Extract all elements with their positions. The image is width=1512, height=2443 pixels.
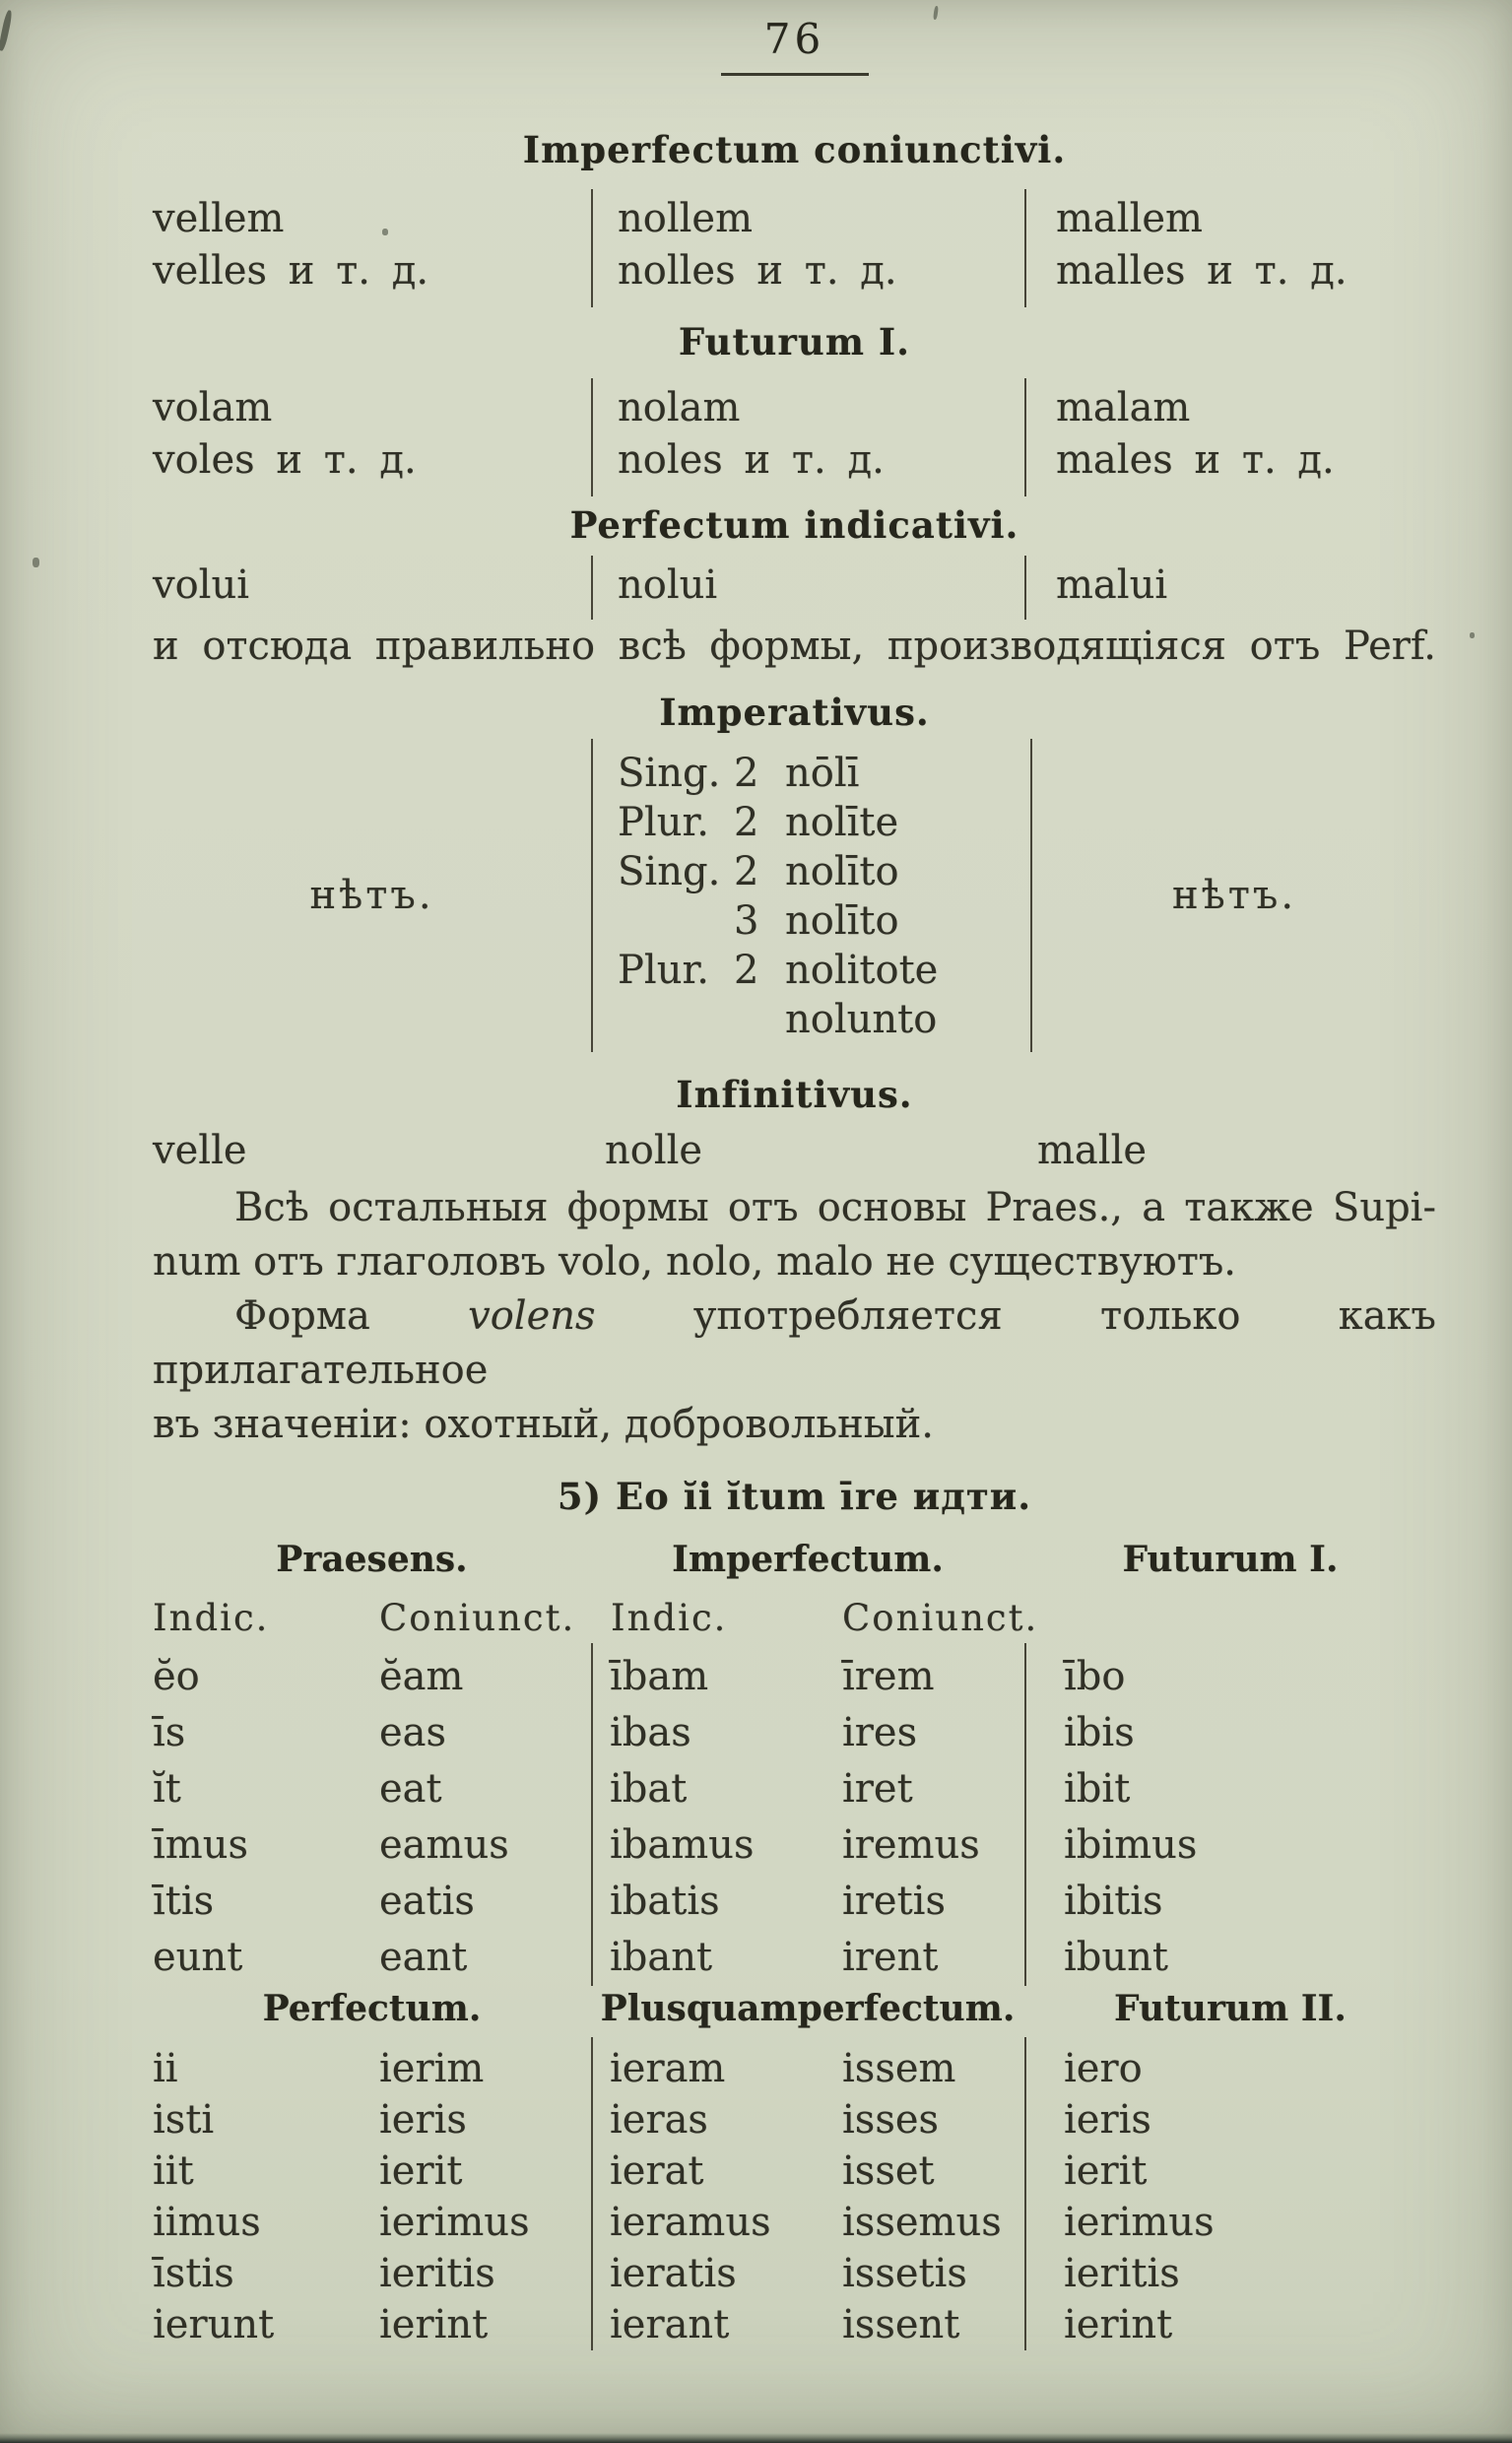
person-number: 3 [734,898,759,944]
imperativus-line [618,847,1030,896]
verb-form: ieris [379,2097,467,2143]
verb-form: volui [153,562,250,608]
verb-form: ires [842,1710,918,1755]
verb-form: ierint [1064,2302,1173,2347]
table-column-volo [153,556,591,620]
mood-header: Indic. [153,1597,270,1639]
column-perfectum-coniunct [379,2037,591,2350]
page-number-rule [721,73,869,76]
verb-form: voles и т. д. [153,437,417,483]
verb-form: iero [1064,2046,1143,2091]
verb-form: ibatis [610,1879,720,1924]
verb-form: malles и т. д. [1056,248,1348,294]
verb-form: eat [379,1766,442,1812]
verb-form: ibis [1064,1710,1135,1755]
heading-perfectum-indicativi: Perfectum indicativi. [569,503,1019,547]
verb-form: ieris [1064,2097,1151,2143]
verb-form: mallem [1056,196,1203,241]
verb-form: īs [153,1710,186,1755]
verb-form: īmus [153,1822,249,1868]
column-group-header: Plusquamperfectum. [600,1988,1016,2029]
verb-form: ībo [1064,1654,1126,1699]
verb-form: nolitote [785,948,939,993]
column-group-header: Futurum I. [1122,1539,1339,1580]
verb-form: isti [153,2097,215,2143]
verb-form: eunt [153,1935,243,1980]
verb-form: iit [153,2148,194,2194]
verb-form: īrem [842,1654,935,1699]
imperativus-none-left: нѣтъ. [309,873,434,918]
verb-form: ĭt [153,1766,181,1812]
verb-form: irent [842,1935,939,1980]
verb-form: ītis [153,1879,215,1924]
mood-header: Coniunct. [379,1597,576,1639]
number-label [618,995,734,1044]
table-column-volo [153,378,591,496]
table-column-malo [1024,556,1436,620]
latin-word-italic: volens [468,1293,596,1339]
mood-header: Indic. [611,1597,728,1639]
verb-form: ieram [610,2046,726,2091]
heading-futurum-1: Futurum I. [678,320,911,363]
paragraph-volens-line2: въ значеніи: охотный, добровольный. [153,1402,935,1447]
page-content [153,0,1436,2350]
imperativus-forms [591,739,1032,1052]
verb-form: ierimus [379,2200,530,2245]
column-perfectum-indic [153,2037,379,2350]
table-imperfectum-coniunctivi [153,189,1436,307]
verb-form: velle [153,1128,247,1173]
column-plusquamperfectum-indic [591,2037,842,2350]
person-number: 2 [734,751,759,796]
verb-form: ibimus [1064,1822,1198,1868]
table-column-volo [153,189,591,307]
verb-form: ierit [379,2148,463,2194]
column-plusquamperfectum-coniunct [842,2037,1024,2350]
verb-form: iretis [842,1879,946,1924]
verb-form: eamus [379,1822,509,1868]
eo-table1-sub-headers [153,1596,1436,1641]
verb-form: ībam [610,1654,709,1699]
verb-form: ibamus [610,1822,755,1868]
number-label: Sing. [618,751,721,796]
verb-form: ii [153,2046,178,2091]
table-column-malo [1024,378,1436,496]
imperativus-none-right: нѣтъ. [1171,873,1297,918]
verb-form: ibunt [1064,1935,1168,1980]
imperativus-table [153,739,1436,1052]
verb-form: ibit [1064,1766,1131,1812]
column-group-header: Praesens. [276,1539,468,1580]
person-number [734,995,785,1044]
eo-table2-group-headers [153,1986,1436,2031]
verb-form: ibant [610,1935,713,1980]
imperativus-line [618,946,1030,995]
eo-table-perfect-system [153,2037,1436,2350]
infinitivus-row [153,1125,1436,1177]
heading-imperfectum-coniunctivi: Imperfectum coniunctivi. [522,128,1067,171]
verb-form: eas [379,1710,447,1755]
verb-form: ĕo [153,1654,200,1699]
note-perfect-forms: и отсюда правильно всѣ формы, производящіяся отъ Perf. [153,624,1436,669]
verb-form: nolīto [785,898,899,944]
verb-form: ierimus [1064,2200,1215,2245]
paper-speck [1470,632,1475,638]
paragraph-other-forms-line2: num отъ глаголовъ volo, nolo, malo не существуютъ. [153,1239,1237,1285]
table-column-nolo [591,378,1024,496]
verb-form: eant [379,1935,468,1980]
paragraph-word: Форма [234,1293,370,1339]
verb-form: nolunto [785,997,938,1042]
page-bottom-edge [0,2433,1512,2443]
verb-form: malle [1037,1128,1148,1173]
verb-form: nollem [618,196,754,241]
column-praesens-coniunct [379,1643,591,1986]
person-number: 2 [734,948,759,993]
number-label: Plur. [618,948,709,993]
verb-form: males и т. д. [1056,437,1335,483]
verb-form: noles и т. д. [618,437,885,483]
verb-form: nolui [618,562,718,608]
verb-form: nolīto [785,849,899,894]
verb-form: issent [842,2302,960,2347]
page-number: 76 [763,15,825,63]
verb-form: ierint [379,2302,489,2347]
column-futurum-1 [1024,1643,1436,1986]
imperativus-line [618,896,1030,946]
table-perfectum-indicativi [153,556,1436,620]
verb-form: ierant [610,2302,730,2347]
verb-form: ibitis [1064,1879,1163,1924]
verb-form: ierim [379,2046,485,2091]
mood-header: Coniunct. [842,1597,1039,1639]
number-label: Sing. [618,849,721,894]
column-imperfectum-coniunct [842,1643,1024,1986]
table-column-nolo [591,556,1024,620]
verb-form: iret [842,1766,913,1812]
verb-form: volam [153,385,273,430]
verb-form: vellem [153,196,285,241]
heading-eo-verb: 5) Eo ĭi ĭtum īre идти. [557,1475,1032,1518]
verb-form: isses [842,2097,940,2143]
paragraph-volens-line1 [153,1289,1436,1398]
table-column-nolo [591,189,1024,307]
paragraph-word: употребляется только какъ прилагательное [153,1293,1436,1393]
verb-form: ieritis [379,2251,495,2296]
column-group-header: Perfectum. [262,1988,482,2029]
verb-form: issem [842,2046,956,2091]
verb-form: velles и т. д. [153,248,429,294]
verb-form: issetis [842,2251,967,2296]
verb-form: ieramus [610,2200,771,2245]
eo-table1-group-headers [153,1537,1436,1582]
verb-form: ieritis [1064,2251,1180,2296]
verb-form: issemus [842,2200,1002,2245]
verb-form: eatis [379,1879,475,1924]
column-futurum-2 [1024,2037,1436,2350]
paragraph-other-forms-line1: Всѣ остальныя формы отъ основы Praes., а также Supi- [234,1185,1436,1230]
verb-form: nolle [605,1128,703,1173]
verb-form: ierit [1064,2148,1148,2194]
verb-form: nolīte [785,800,899,845]
table-futurum-1 [153,378,1436,496]
verb-form: ibas [610,1710,691,1755]
imperativus-line [618,749,1030,798]
verb-form: ieras [610,2097,708,2143]
verb-form: nolles и т. д. [618,248,897,294]
column-group-header: Futurum II. [1114,1988,1347,2029]
verb-form: nōlī [785,751,860,796]
verb-form: iimus [153,2200,261,2245]
eo-table-present-system [153,1643,1436,1986]
person-number: 2 [734,800,759,845]
verb-form: īstis [153,2251,234,2296]
person-number: 2 [734,849,759,894]
verb-form: ibat [610,1766,688,1812]
column-group-header: Imperfectum. [672,1539,944,1580]
verb-form: nolam [618,385,741,430]
number-label: Plur. [618,800,709,845]
verb-form: ieratis [610,2251,737,2296]
verb-form: ierat [610,2148,704,2194]
heading-imperativus: Imperativus. [659,691,930,734]
paper-speck [33,558,39,567]
imperativus-line [618,995,1030,1044]
column-imperfectum-indic [591,1643,842,1986]
table-column-malo [1024,189,1436,307]
verb-form: iremus [842,1822,980,1868]
number-label [618,896,734,946]
verb-form: malui [1056,562,1168,608]
verb-form: isset [842,2148,935,2194]
verb-form: ĕam [379,1654,464,1699]
verb-form: malam [1056,385,1191,430]
verb-form: ierunt [153,2302,275,2347]
imperativus-line [618,798,1030,847]
column-praesens-indic [153,1643,379,1986]
heading-infinitivus: Infinitivus. [676,1073,913,1116]
paper-speck [0,10,13,52]
